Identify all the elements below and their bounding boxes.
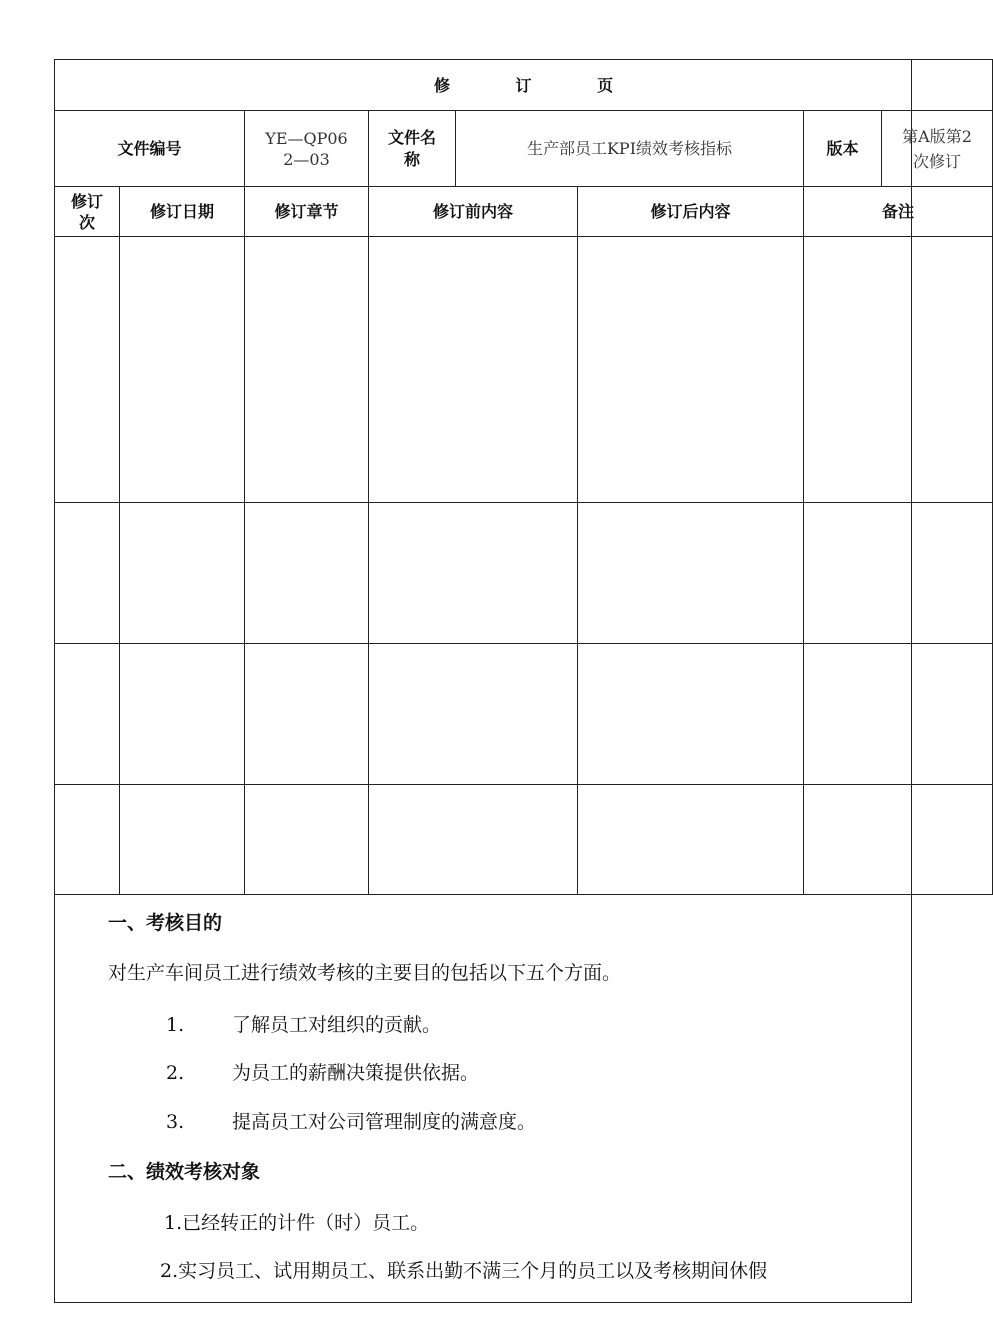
version-label: 版本 [804,111,882,187]
section-1-intro: 对生产车间员工进行绩效考核的主要目的包括以下五个方面。 [108,962,622,984]
col-rev-no: 修订次 [55,187,120,237]
col-rev-date: 修订日期 [120,187,245,237]
table-row [55,237,993,503]
section-1-heading: 一、考核目的 [108,912,223,934]
revision-table [54,59,993,895]
section-2-heading: 二、绩效考核对象 [108,1161,261,1183]
doc-name-value: 生产部员工KPI绩效考核指标 [456,111,804,187]
doc-name-label: 文件名称 [369,111,456,187]
doc-no-label: 文件编号 [55,111,245,187]
col-rev-section: 修订章节 [245,187,369,237]
list-item: 1.已经转正的计件（时）员工。 [164,1212,430,1234]
table-row [55,644,993,785]
table-row [55,503,993,644]
col-remarks: 备注 [804,187,993,237]
col-after: 修订后内容 [578,187,804,237]
list-item: 1. 了解员工对组织的贡献。 [166,1014,442,1036]
list-item: 2.实习员工、试用期员工、联系出勤不满三个月的员工以及考核期间休假 [160,1260,768,1282]
col-before: 修订前内容 [369,187,578,237]
doc-no-value: YE—QP062—03 [245,111,369,187]
table-row [55,785,993,895]
list-item: 2. 为员工的薪酬决策提供依据。 [166,1062,480,1084]
revision-title: 修 订 页 [55,60,993,111]
list-item: 3. 提高员工对公司管理制度的满意度。 [166,1111,537,1133]
version-value: 第A版第2次修订 [882,111,993,187]
